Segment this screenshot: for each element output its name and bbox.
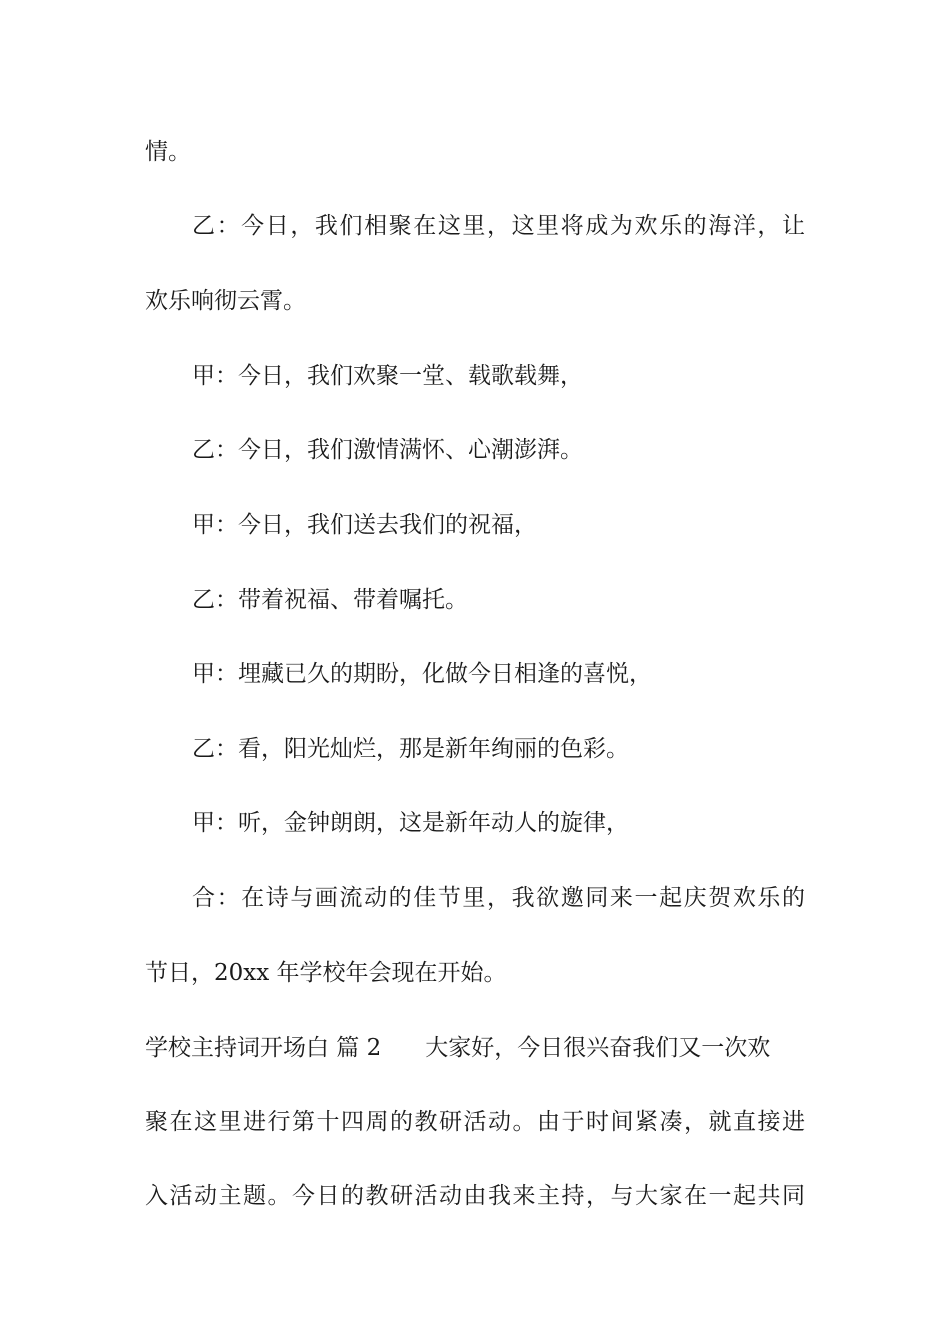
text-line: 甲：今日，我们送去我们的祝福， [192, 512, 537, 538]
text-line: 节日，20xx 年学校年会现在开始。 [145, 960, 507, 986]
section-first-line: 大家好，今日很兴奋我们又一次欢 [425, 1035, 771, 1061]
text-line: 乙：今日，我们激情满怀、心潮澎湃。 [192, 437, 583, 463]
text-line: 乙：今日，我们相聚在这里，这里将成为欢乐的海洋，让 [192, 213, 805, 239]
text-line: 合：在诗与画流动的佳节里，我欲邀同来一起庆贺欢乐的 [192, 885, 805, 911]
text-line: 情。 [145, 139, 191, 165]
section-heading: 学校主持词开场白 篇 2 [145, 1035, 382, 1061]
text-line: 乙：看，阳光灿烂，那是新年绚丽的色彩。 [192, 736, 629, 762]
section-heading-line [145, 1033, 770, 1063]
text-line: 甲：听，金钟朗朗，这是新年动人的旋律， [192, 810, 629, 836]
text-line: 欢乐响彻云霄。 [145, 288, 306, 314]
text-line: 入活动主题。今日的教研活动由我来主持，与大家在一起共同 [145, 1183, 805, 1209]
text-line: 甲：今日，我们欢聚一堂、载歌载舞， [192, 363, 583, 389]
text-line: 甲：埋藏已久的期盼，化做今日相逢的喜悦， [192, 661, 652, 687]
text-line: 聚在这里进行第十四周的教研活动。由于时间紧凑，就直接进 [145, 1109, 805, 1135]
text-line: 乙：带着祝福、带着嘱托。 [192, 587, 468, 613]
